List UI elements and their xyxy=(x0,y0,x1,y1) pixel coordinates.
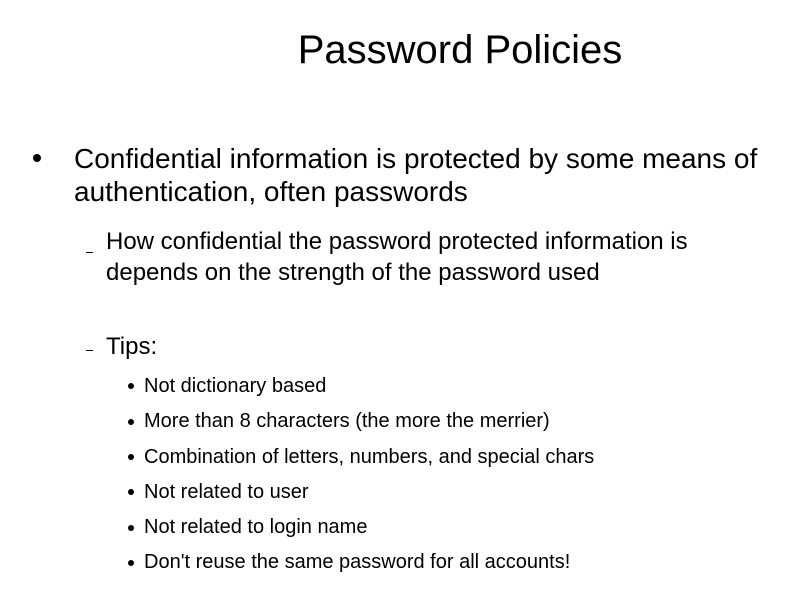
dash-bullet-icon xyxy=(86,350,93,351)
tip-item: Don't reuse the same password for all accounts! xyxy=(144,551,571,573)
bullet-dot-icon xyxy=(128,419,134,425)
bullet-dot-icon xyxy=(128,525,134,531)
bullet-dot-icon xyxy=(33,154,41,162)
bullet-dot-icon xyxy=(128,560,134,566)
main-bullet-text: Confidential information is protected by some means of authentication, often passwords xyxy=(74,143,758,207)
bullet-dot-icon xyxy=(128,383,134,389)
sub-bullet-text: Tips: xyxy=(106,333,158,360)
slide-title: Password Policies xyxy=(297,28,623,72)
tip-item: Not related to login name xyxy=(144,516,368,538)
tip-item: Combination of letters, numbers, and special chars xyxy=(144,446,595,468)
dash-bullet-icon xyxy=(86,252,93,253)
tip-item: More than 8 characters (the more the merrier) xyxy=(144,410,550,432)
bullet-dot-icon xyxy=(128,454,134,460)
tip-item: Not dictionary based xyxy=(144,375,327,397)
tip-item: Not related to user xyxy=(144,481,309,503)
sub-bullet-text: How confidential the password protected information is depends on the strength of the password used xyxy=(106,228,688,286)
bullet-dot-icon xyxy=(128,489,134,495)
